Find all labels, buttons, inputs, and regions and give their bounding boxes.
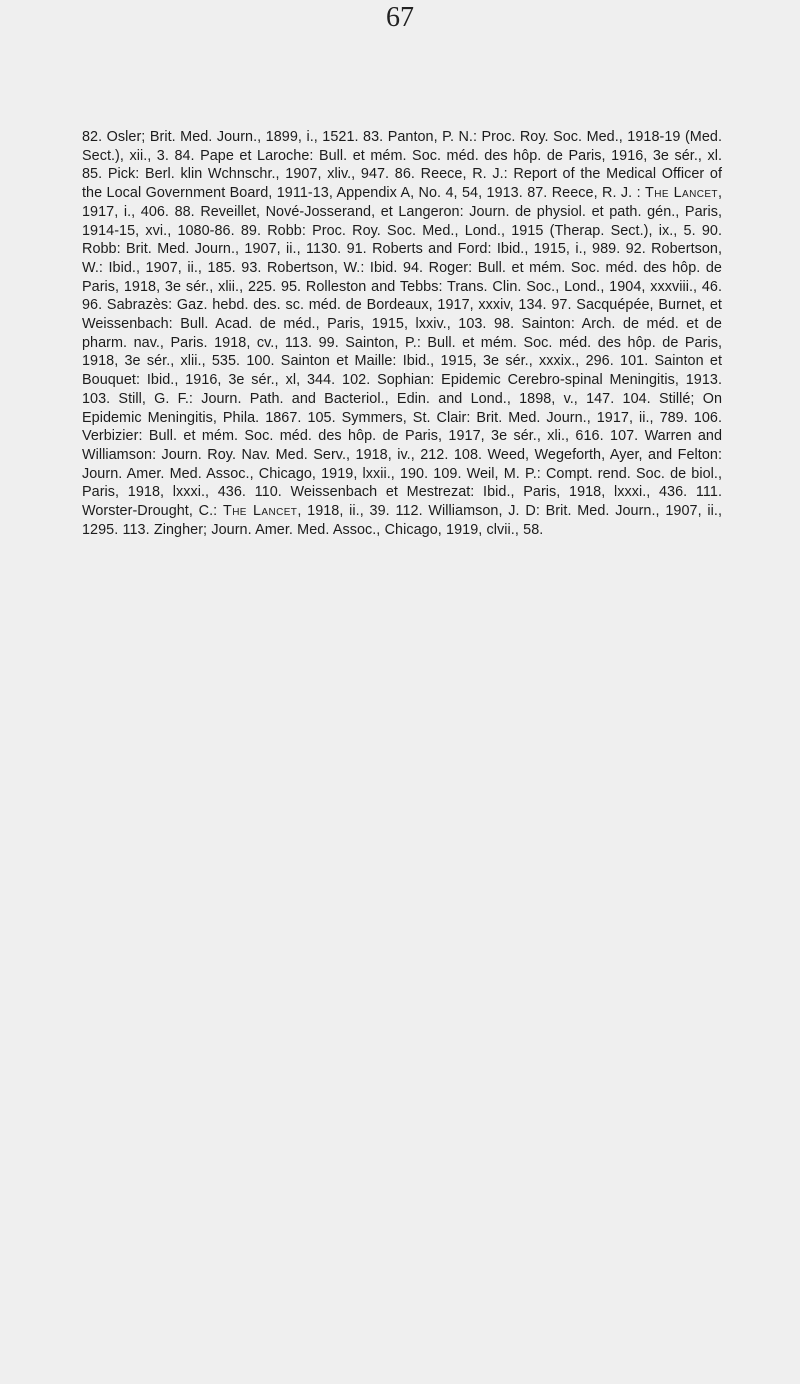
reference-paragraph (82, 128, 722, 539)
reference-110: 110. Weissenbach et Mestrezat: Ibid., Paris, 1918, lxxxi., 436. (254, 484, 688, 501)
reference-96: 96. Sabrazès: Gaz. hebd. des. sc. méd. de Bordeaux, 1917, xxxiv, 134. (82, 297, 547, 314)
reference-85: 85. Pick: Berl. klin Wchnschr., 1907, xliv., 947. (82, 166, 390, 183)
journal-title: The Lancet (223, 503, 298, 520)
reference-91: 91. Roberts and Ford: Ibid., 1915, i., 989. (346, 241, 621, 258)
reference-109: 109. Weil, M. P.: Compt. rend. Soc. de biol., Paris, 1918, lxxxi., 436. (82, 465, 722, 501)
reference-102: 102. Sophian: Epidemic Cerebro-spinal Meningitis, 1913. (342, 372, 722, 389)
reference-105: 105. Symmers, St. Clair: Brit. Med. Journ., 1917, ii., 789. (307, 409, 688, 426)
reference-106: 106. Verbizier: Bull. et mém. Soc. méd. des hôp. de Paris, 1917, 3e sér., xli., 616. (82, 409, 723, 445)
reference-113: 113. Zingher; Journ. Amer. Med. Assoc., Chicago, 1919, clvii., 58. (122, 521, 544, 538)
reference-89: 89. Robb: Proc. Roy. Soc. Med., Lond., 1915 (Therap. Sect.), ix., 5. (240, 222, 696, 239)
reference-97: 97. Sacquépée, Burnet, et Weissenbach: Bull. Acad. de méd., Paris, 1915, lxxiv., 103. (82, 297, 722, 333)
reference-90: 90. Robb: Brit. Med. Journ., 1907, ii., 1130. (82, 222, 722, 258)
reference-93: 93. Robertson, W.: Ibid. (241, 259, 398, 276)
reference-108: 108. Weed, Wegeforth, Ayer, and Felton: Journ. Amer. Med. Assoc., Chicago, 1919, lxxii., 190. (82, 446, 722, 482)
reference-83: 83. Panton, P. N.: Proc. Roy. Soc. Med., 1918-19 (Med. Sect.), xii., 3. (82, 129, 722, 164)
reference-112: 112. Williamson, J. D: Brit. Med. Journ., 1907, ii., 1295. (82, 503, 722, 538)
journal-title: The Lancet (645, 185, 718, 202)
reference-107: 107. Warren and Williamson: Journ. Roy. Nav. Med. Serv., 1918, iv., 212. (82, 428, 723, 463)
reference-99: 99. Sainton, P.: Bull. et mém. Soc. méd. des hôp. de Paris, 1918, 3e sér., xlii., 535. (82, 334, 722, 370)
reference-87: 87. Reece, R. J. : The Lancet, 1917, i., 406. (82, 185, 722, 220)
reference-84: 84. Pape et Laroche: Bull. et mém. Soc. méd. des hôp. de Paris, 1916, 3e sér., xl. (174, 147, 722, 164)
reference-101: 101. Sainton et Bouquet: Ibid., 1916, 3e sér., xl, 344. (82, 353, 723, 389)
reference-98: 98. Sainton: Arch. de méd. et de pharm. nav., Paris. 1918, cv., 113. (82, 316, 722, 351)
reference-list (82, 128, 722, 539)
reference-95: 95. Rolleston and Tebbs: Trans. Clin. Soc., Lond., 1904, xxxviii., 46. (280, 278, 722, 295)
reference-82: 82. Osler; Brit. Med. Journ., 1899, i., 1521. (82, 129, 359, 145)
reference-100: 100. Sainton et Maille: Ibid., 1915, 3e sér., xxxix., 296. (246, 353, 614, 370)
reference-111: 111. Worster-Drought, C.: The Lancet, 1918, ii., 39. (82, 484, 722, 520)
reference-94: 94. Roger: Bull. et mém. Soc. méd. des hôp. de Paris, 1918, 3e sér., xlii., 225. (82, 259, 722, 295)
reference-104: 104. Stillé; On Epidemic Meningitis, Phila. 1867. (82, 390, 722, 426)
page-number: 67 (386, 2, 414, 33)
reference-86: 86. Reece, R. J.: Report of the Medical Officer of the Local Government Board, 1911-13, Appendix A, No. 4, 54, 1913. (82, 166, 723, 202)
reference-103: 103. Still, G. F.: Journ. Path. and Bacteriol., Edin. and Lond., 1898, v., 147. (82, 390, 615, 407)
reference-88: 88. Reveillet, Nové-Josserand, et Langeron: Journ. de physiol. et path. gén., Paris, 1914-15, xvi., 1080-86. (82, 203, 723, 239)
reference-92: 92. Robertson, W.: Ibid., 1907, ii., 185. (82, 241, 723, 276)
